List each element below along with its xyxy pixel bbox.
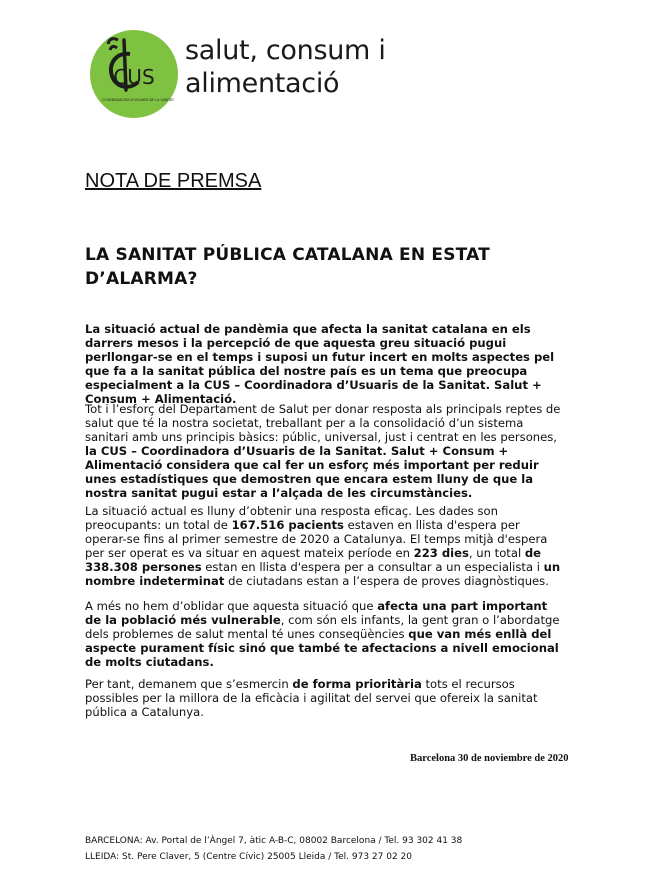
p2-text: Tot i l’esforç del Departament de Salut per donar resposta als principals reptes de salut que té la nostra societat, treballant per a la consolidació d’un sistema sanitari amb uns principis bàsics: públic, universal, just i centrat en les persones, bbox=[85, 402, 561, 444]
headline bbox=[85, 243, 555, 291]
p3-text-i: de ciutadans estan a l’espera de proves diagnòstiques. bbox=[224, 574, 549, 588]
paragraph-2 bbox=[85, 402, 565, 500]
date-line: Barcelona 30 de noviembre de 2020 bbox=[410, 753, 569, 764]
p5-text-a: Per tant, demanem que s’esmercin bbox=[85, 677, 293, 691]
p4-bold-b: afecta una part important de la població més vulnerable bbox=[85, 599, 548, 627]
p3-text-e: , un total bbox=[468, 546, 525, 560]
p3-text-g: estan en llista d'espera per a consultar a un especialista i bbox=[201, 560, 544, 574]
logo-text: CUS bbox=[113, 65, 155, 89]
cus-logo bbox=[90, 30, 178, 118]
page-title: NOTA DE PREMSA bbox=[85, 170, 262, 192]
p3-text-c: estaven en llista d'espera per operar-se fins al primer semestre de 2020 a Catalunya. El temps mitjà d'espera per ser operat es va situar en aquest mateix període en bbox=[85, 518, 548, 560]
brand-line-1: salut, consum i bbox=[185, 35, 386, 66]
brand-title bbox=[185, 34, 386, 100]
p3-bold-undetermined: un nombre indeterminat bbox=[85, 560, 561, 588]
p3-bold-patients: 167.516 pacients bbox=[231, 518, 344, 532]
headline-line-2: D’ALARMA? bbox=[85, 269, 198, 289]
p4-text-a: A més no hem d’oblidar que aquesta situació que bbox=[85, 599, 378, 613]
p2-bold: la CUS – Coordinadora d’Usuaris de la Sanitat. Salut + Consum + Alimentació considera que cal fer un esforç més important per reduir unes estadístiques que demostren que encara estem lluny de que la nostra sanitat pugui estar a l’alçada de les circumstàncies. bbox=[85, 444, 539, 500]
headline-line-1: LA SANITAT PÚBLICA CATALANA EN ESTAT bbox=[85, 245, 490, 265]
paragraph-4 bbox=[85, 599, 565, 669]
paragraph-5 bbox=[85, 677, 565, 719]
p5-bold-b: de forma prioritària bbox=[292, 677, 422, 691]
p4-text-c: , com són els infants, la gent gran o l’abordatge dels problemes de salut mental té unes conseqüències bbox=[85, 613, 560, 641]
p3-text-a: La situació actual es lluny d’obtenir una resposta eficaç. Les dades son preocupants: un total de bbox=[85, 504, 498, 532]
paragraph-intro: La situació actual de pandèmia que afecta la sanitat catalana en els darrers mesos i la percepció de que aquesta greu situació pugui perllongar-se en el temps i suposi un futur incert en molts aspectes pel que fa a la sanitat pública del nostre país es un tema que preocupa especialment a la CUS – Coordinadora d’Usuaris de la Sanitat. Salut + Consum + Alimentació. bbox=[85, 322, 555, 406]
p3-bold-days: 223 dies bbox=[413, 546, 469, 560]
footer-address-lleida: LLEIDA: St. Pere Claver, 5 (Centre Cívic) 25005 Lleida / Tel. 973 27 02 20 bbox=[85, 852, 412, 862]
p3-bold-people: de 338.308 persones bbox=[85, 546, 542, 574]
p4-bold-d: que van més enllà del aspecte purament físic sinó que també te afectacions a nivell emocional de molts ciutadans. bbox=[85, 627, 559, 669]
logo-caption: COORDINADORA D'USUARIS DE LA SANITAT bbox=[101, 98, 175, 102]
paragraph-3 bbox=[85, 504, 565, 588]
brand-line-2: alimentació bbox=[185, 68, 340, 99]
p5-text-c: tots el recursos possibles per la millora de la eficàcia i agilitat del servei que ofereix la sanitat pública a Catalunya. bbox=[85, 677, 538, 719]
footer-address-barcelona: BARCELONA: Av. Portal de l’Àngel 7, àtic A-B-C, 08002 Barcelona / Tel. 93 302 41 38 bbox=[85, 836, 463, 846]
